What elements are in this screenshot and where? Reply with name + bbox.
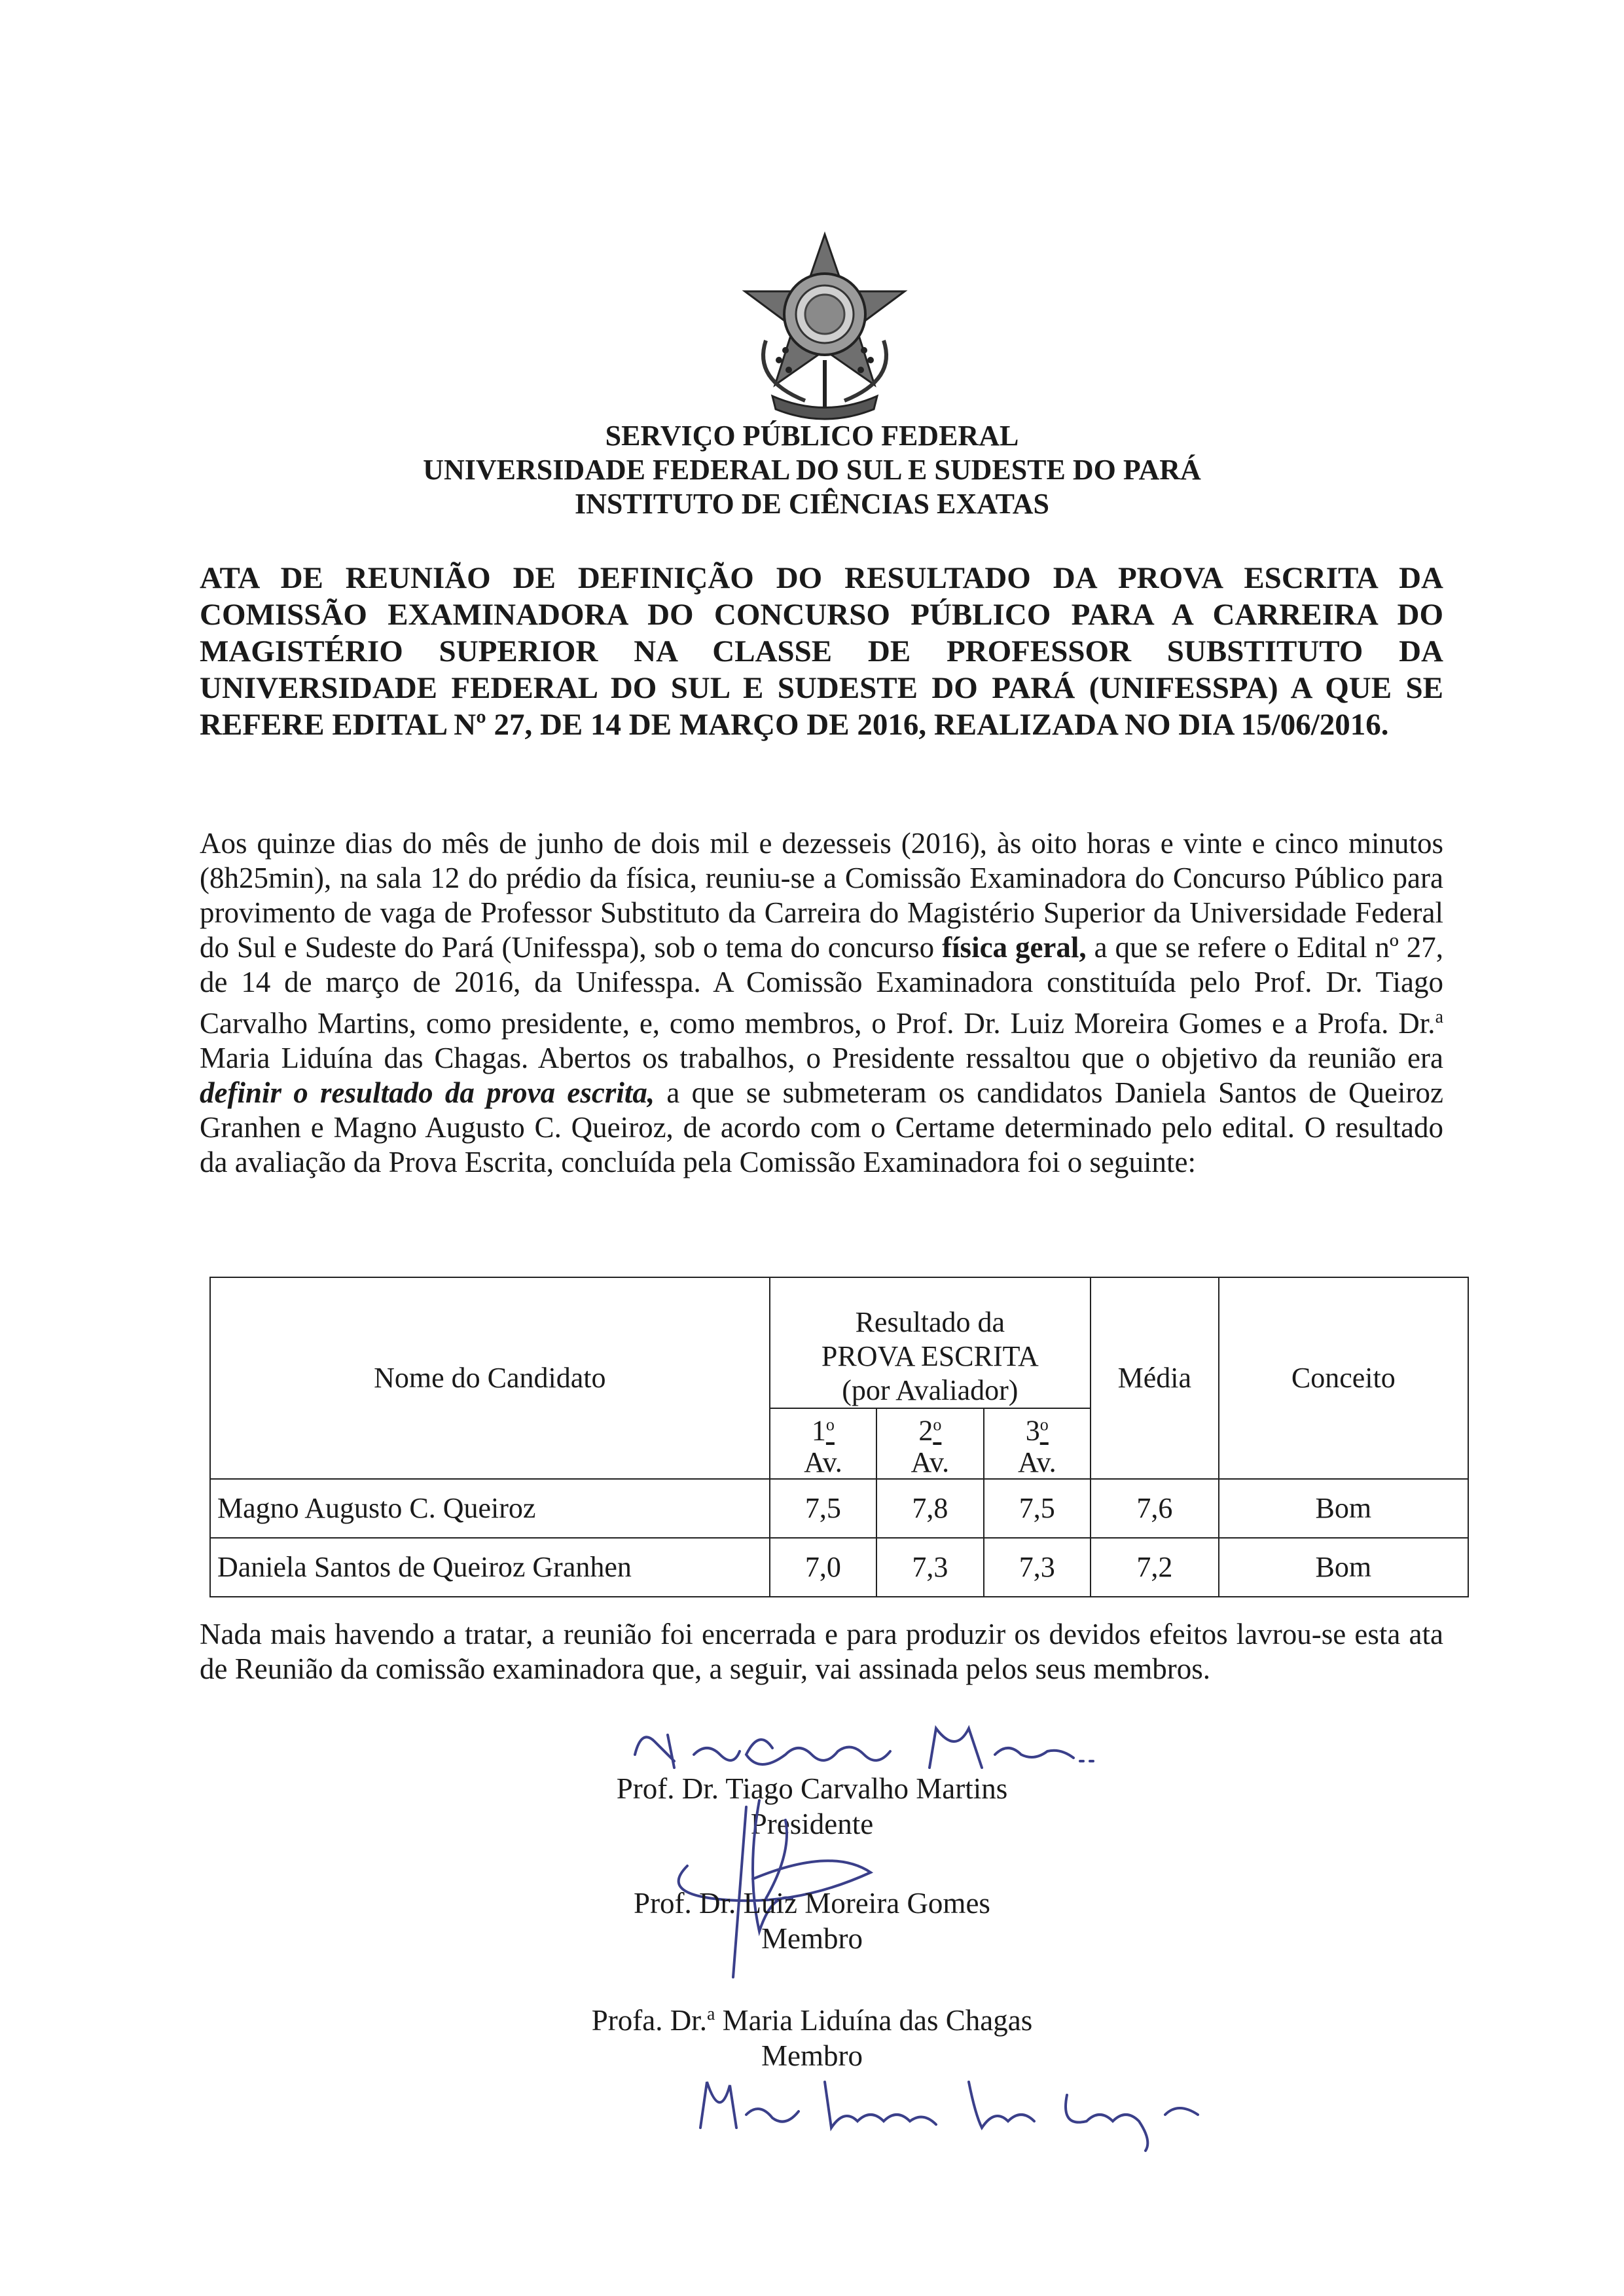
evaluator-3-ordinal: o xyxy=(1039,1415,1049,1434)
signer-name: Prof. Dr. Tiago Carvalho Martins xyxy=(616,1772,1008,1805)
header-result-line-1: Resultado da xyxy=(855,1306,1005,1338)
header-media: Média xyxy=(1091,1277,1219,1479)
evaluator-1-label: Av. xyxy=(804,1446,842,1478)
signer-role: Membro xyxy=(761,1922,863,1955)
signer-role: Presidente xyxy=(750,1808,874,1840)
candidate-name: Magno Augusto C. Queiroz xyxy=(210,1479,770,1538)
header-candidate-name: Nome do Candidato xyxy=(210,1277,770,1479)
evaluator-3-number: 3 xyxy=(1025,1414,1040,1447)
body-paragraph xyxy=(200,826,1443,1180)
score-media: 7,6 xyxy=(1091,1479,1219,1538)
meeting-objective: definir o resultado da prova escrita, xyxy=(200,1076,655,1109)
candidate-name: Daniela Santos de Queiroz Granhen xyxy=(210,1538,770,1597)
signer-role: Membro xyxy=(761,2039,863,2072)
score-conceito: Bom xyxy=(1219,1479,1468,1538)
table-row xyxy=(210,1479,1468,1538)
table-header-row xyxy=(210,1277,1468,1408)
body-text-part-2: a que se refere o Edital nº 27, de 14 de março de 2016, da Unifesspa. A Comissão Examinadora constituída pelo Prof. Dr. Tiago Carvalho Martins, como presidente, e, como membros, o Prof. Dr. Luiz Moreira Gomes e a Profa. Dr. xyxy=(200,931,1443,1040)
signature-maria-handwritten xyxy=(694,2069,1218,2154)
evaluator-2-label: Av. xyxy=(911,1446,950,1478)
table-row xyxy=(210,1538,1468,1597)
score-media: 7,2 xyxy=(1091,1538,1219,1597)
exam-topic: física geral, xyxy=(942,931,1087,964)
header-evaluator-2 xyxy=(876,1408,983,1479)
evaluator-3-label: Av. xyxy=(1017,1446,1056,1478)
score-conceito: Bom xyxy=(1219,1538,1468,1597)
signer-name: Prof. Dr. Luiz Moreira Gomes xyxy=(634,1887,990,1920)
score-av1: 7,5 xyxy=(770,1479,876,1538)
signer-name xyxy=(0,1997,1624,2038)
closing-paragraph: Nada mais havendo a tratar, a reunião foi encerrada e para produzir os devidos efeitos lavrou-se esta ata de Reunião da comissão examinadora que, a seguir, vai assinada pelos seus membros. xyxy=(200,1618,1443,1685)
evaluator-2-number: 2 xyxy=(918,1414,933,1447)
header-result xyxy=(770,1277,1091,1408)
header-line-3: INSTITUTO DE CIÊNCIAS EXATAS xyxy=(575,488,1049,520)
header-conceito: Conceito xyxy=(1219,1277,1468,1479)
header-evaluator-1 xyxy=(770,1408,876,1479)
score-av2: 7,3 xyxy=(876,1538,983,1597)
document-title: ATA DE REUNIÃO DE DEFINIÇÃO DO RESULTADO DA PROVA ESCRITA DA COMISSÃO EXAMINADORA DO CONCURSO PÚBLICO PARA A CARREIRA DO MAGISTÉRIO SUPERIOR NA CLASSE DE PROFESSOR SUBSTITUTO DA UNIVERSIDADE FEDERAL DO SUL E SUDESTE DO PARÁ (UNIFESSPA) A QUE SE REFERE EDITAL Nº 27, DE 14 DE MARÇO DE 2016, REALIZADA NO DIA 15/06/2016. xyxy=(200,561,1443,742)
header-result-line-3: (por Avaliador) xyxy=(842,1374,1019,1406)
header-evaluator-3 xyxy=(984,1408,1091,1479)
score-av1: 7,0 xyxy=(770,1538,876,1597)
header-result-line-2: PROVA ESCRITA xyxy=(821,1340,1039,1372)
score-av3: 7,3 xyxy=(984,1538,1091,1597)
signer-name-superscript: a xyxy=(706,2004,715,2024)
body-text-part-3: Maria Liduína das Chagas. Abertos os trabalhos, o Presidente ressaltou que o objetivo da reunião era xyxy=(200,1042,1443,1074)
header-line-2: UNIVERSIDADE FEDERAL DO SUL E SUDESTE DO PARÁ xyxy=(423,454,1201,486)
body-text-part-1: Aos quinze dias do mês de junho de dois mil e dezesseis (2016), às oito horas e vinte e cinco minutos (8h25min), na sala 12 do prédio da física, reuniu-se a Comissão Examinadora do Concurso Público para provimento de vaga de Professor Substituto da Carreira do Magistério Superior da Universidade Federal do Sul e Sudeste do Pará (Unifesspa), sob o tema do concurso xyxy=(200,827,1443,964)
score-av3: 7,5 xyxy=(984,1479,1091,1538)
body-text-part-4: a que se submeteram os candidatos Daniela Santos de Queiroz Granhen e Magno Augusto C. Queiroz, de acordo com o Certame determinado pelo edital. O resultado da avaliação da Prova Escrita, concluída pela Comissão Examinadora foi o seguinte: xyxy=(200,1076,1443,1178)
score-av2: 7,8 xyxy=(876,1479,983,1538)
signer-name-rest: Maria Liduína das Chagas xyxy=(715,2004,1033,2037)
institution-header xyxy=(0,419,1624,521)
header-line-1: SERVIÇO PÚBLICO FEDERAL xyxy=(605,420,1019,452)
signer-name-prefix: Profa. Dr. xyxy=(591,2004,707,2037)
signature-block-member-1 xyxy=(0,1886,1624,1956)
evaluator-1-ordinal: o xyxy=(825,1415,835,1434)
ordinal-superscript: a xyxy=(1435,1007,1443,1027)
evaluator-2-ordinal: o xyxy=(933,1415,942,1434)
signature-block-member-2 xyxy=(0,1997,1624,2073)
evaluator-1-number: 1 xyxy=(811,1414,826,1447)
results-table xyxy=(209,1277,1469,1597)
brazil-coat-of-arms-icon xyxy=(727,229,923,426)
